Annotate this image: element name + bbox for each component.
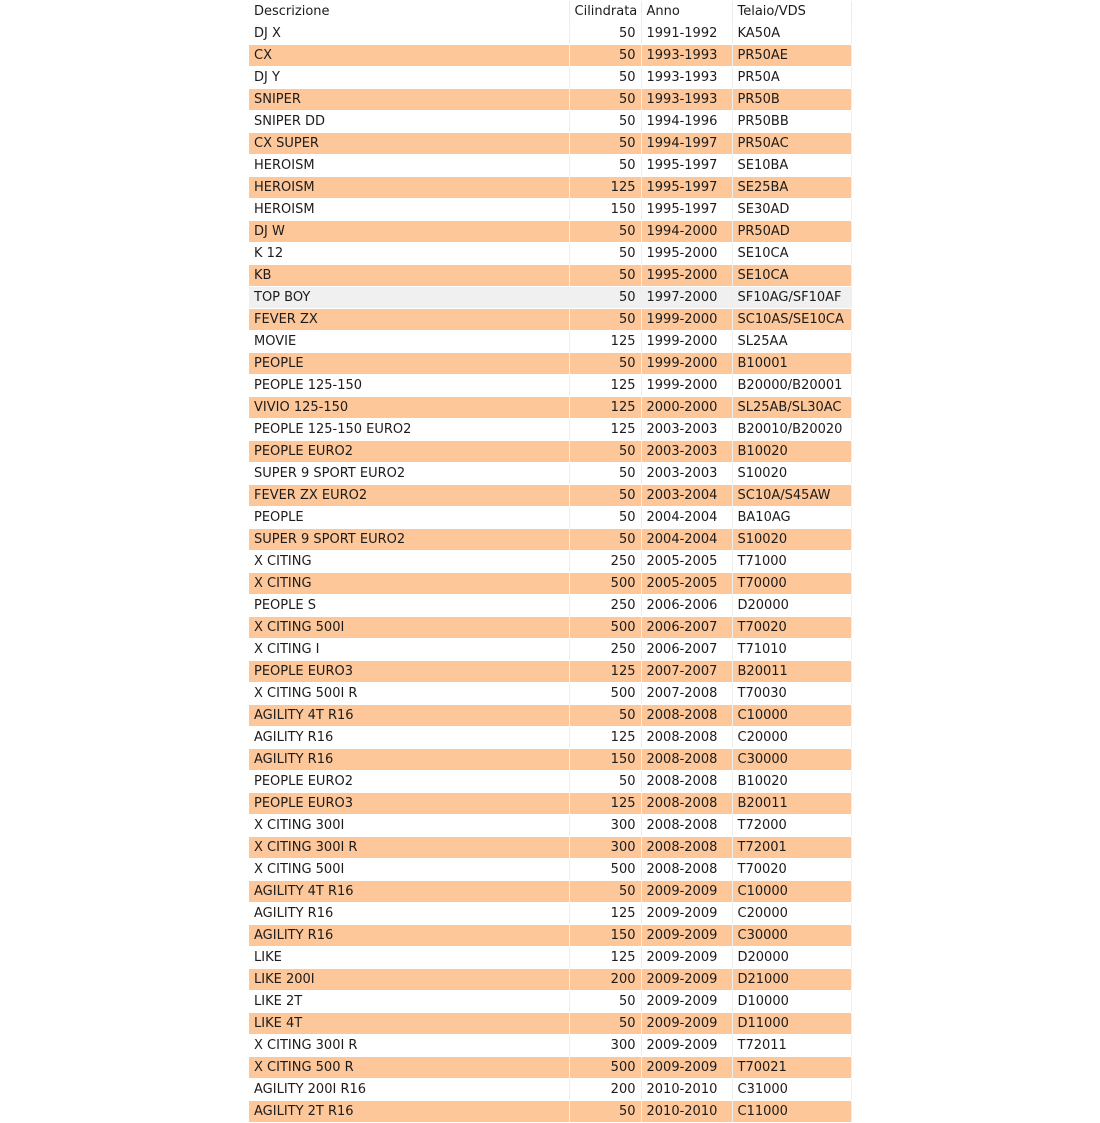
table-row[interactable] bbox=[249, 1078, 851, 1100]
cell-telaio: B20010/B20020 bbox=[732, 418, 851, 440]
table-row[interactable] bbox=[249, 704, 851, 726]
cell-descrizione: HEROISM bbox=[249, 154, 569, 176]
cell-anno: 2008-2008 bbox=[641, 814, 732, 836]
cell-cilindrata: 250 bbox=[569, 550, 641, 572]
cell-descrizione: AGILITY 200I R16 bbox=[249, 1078, 569, 1100]
table-row[interactable] bbox=[249, 154, 851, 176]
cell-descrizione: X CITING I bbox=[249, 638, 569, 660]
table-row[interactable] bbox=[249, 924, 851, 946]
cell-cilindrata: 125 bbox=[569, 902, 641, 924]
cell-telaio: SE25BA bbox=[732, 176, 851, 198]
cell-telaio: D20000 bbox=[732, 946, 851, 968]
cell-telaio: BA10AG bbox=[732, 506, 851, 528]
table-row[interactable] bbox=[249, 858, 851, 880]
cell-anno: 1999-2000 bbox=[641, 374, 732, 396]
cell-telaio: T71000 bbox=[732, 550, 851, 572]
cell-telaio: PR50A bbox=[732, 66, 851, 88]
cell-cilindrata: 500 bbox=[569, 572, 641, 594]
cell-anno: 2010-2010 bbox=[641, 1100, 732, 1122]
cell-telaio: PR50AC bbox=[732, 132, 851, 154]
table-row[interactable] bbox=[249, 968, 851, 990]
cell-anno: 1994-2000 bbox=[641, 220, 732, 242]
cell-telaio: B20000/B20001 bbox=[732, 374, 851, 396]
cell-cilindrata: 50 bbox=[569, 110, 641, 132]
cell-descrizione: LIKE 200I bbox=[249, 968, 569, 990]
cell-telaio: D21000 bbox=[732, 968, 851, 990]
table-row[interactable] bbox=[249, 462, 851, 484]
cell-anno: 2005-2005 bbox=[641, 550, 732, 572]
table-row[interactable] bbox=[249, 88, 851, 110]
table-row[interactable] bbox=[249, 528, 851, 550]
cell-descrizione: SNIPER bbox=[249, 88, 569, 110]
cell-cilindrata: 125 bbox=[569, 330, 641, 352]
cell-anno: 2008-2008 bbox=[641, 836, 732, 858]
table-row[interactable] bbox=[249, 946, 851, 968]
cell-anno: 2009-2009 bbox=[641, 1056, 732, 1078]
cell-telaio: T70000 bbox=[732, 572, 851, 594]
cell-telaio: B10020 bbox=[732, 770, 851, 792]
column-header-telaio[interactable]: Telaio/VDS bbox=[732, 1, 851, 23]
column-header-cilindrata[interactable]: Cilindrata bbox=[569, 1, 641, 23]
table-row[interactable] bbox=[249, 902, 851, 924]
table-row[interactable] bbox=[249, 616, 851, 638]
cell-descrizione: AGILITY 4T R16 bbox=[249, 704, 569, 726]
cell-cilindrata: 125 bbox=[569, 374, 641, 396]
table-row[interactable] bbox=[249, 506, 851, 528]
cell-telaio: SL25AA bbox=[732, 330, 851, 352]
cell-descrizione: PEOPLE EURO3 bbox=[249, 660, 569, 682]
cell-telaio: B20011 bbox=[732, 660, 851, 682]
cell-telaio: PR50AE bbox=[732, 44, 851, 66]
cell-cilindrata: 150 bbox=[569, 198, 641, 220]
table-row[interactable] bbox=[249, 396, 851, 418]
cell-telaio: T70030 bbox=[732, 682, 851, 704]
cell-cilindrata: 125 bbox=[569, 396, 641, 418]
cell-telaio: SE10CA bbox=[732, 264, 851, 286]
cell-telaio: KA50A bbox=[732, 23, 851, 45]
cell-cilindrata: 125 bbox=[569, 660, 641, 682]
cell-telaio: C20000 bbox=[732, 902, 851, 924]
cell-cilindrata: 50 bbox=[569, 880, 641, 902]
cell-descrizione: SNIPER DD bbox=[249, 110, 569, 132]
cell-descrizione: X CITING bbox=[249, 572, 569, 594]
cell-anno: 2008-2008 bbox=[641, 858, 732, 880]
cell-anno: 2006-2006 bbox=[641, 594, 732, 616]
cell-anno: 2008-2008 bbox=[641, 704, 732, 726]
cell-telaio: T70020 bbox=[732, 616, 851, 638]
cell-descrizione: TOP BOY bbox=[249, 286, 569, 308]
cell-telaio: C20000 bbox=[732, 726, 851, 748]
cell-anno: 2009-2009 bbox=[641, 968, 732, 990]
cell-anno: 2009-2009 bbox=[641, 990, 732, 1012]
cell-descrizione: DJ Y bbox=[249, 66, 569, 88]
cell-descrizione: PEOPLE EURO3 bbox=[249, 792, 569, 814]
cell-cilindrata: 250 bbox=[569, 638, 641, 660]
cell-cilindrata: 50 bbox=[569, 23, 641, 45]
table-row[interactable] bbox=[249, 66, 851, 88]
table-row[interactable] bbox=[249, 748, 851, 770]
cell-telaio: SE30AD bbox=[732, 198, 851, 220]
cell-anno: 1995-1997 bbox=[641, 198, 732, 220]
cell-descrizione: PEOPLE 125-150 bbox=[249, 374, 569, 396]
cell-cilindrata: 300 bbox=[569, 1034, 641, 1056]
cell-descrizione: X CITING 500I bbox=[249, 616, 569, 638]
table-row[interactable] bbox=[249, 23, 851, 45]
column-header-anno[interactable]: Anno bbox=[641, 1, 732, 23]
cell-anno: 1994-1996 bbox=[641, 110, 732, 132]
cell-anno: 2009-2009 bbox=[641, 1034, 732, 1056]
table-row[interactable] bbox=[249, 418, 851, 440]
cell-descrizione: X CITING 300I R bbox=[249, 836, 569, 858]
table-row[interactable] bbox=[249, 572, 851, 594]
table-row[interactable] bbox=[249, 660, 851, 682]
cell-cilindrata: 50 bbox=[569, 704, 641, 726]
cell-anno: 1993-1993 bbox=[641, 44, 732, 66]
cell-telaio: D20000 bbox=[732, 594, 851, 616]
cell-telaio: T72011 bbox=[732, 1034, 851, 1056]
cell-cilindrata: 125 bbox=[569, 726, 641, 748]
table-row[interactable] bbox=[249, 594, 851, 616]
column-header-descrizione[interactable]: Descrizione bbox=[249, 1, 569, 23]
cell-descrizione: FEVER ZX EURO2 bbox=[249, 484, 569, 506]
table-row[interactable] bbox=[249, 308, 851, 330]
cell-descrizione: LIKE 4T bbox=[249, 1012, 569, 1034]
table-row[interactable] bbox=[249, 836, 851, 858]
cell-cilindrata: 125 bbox=[569, 176, 641, 198]
cell-descrizione: X CITING 300I bbox=[249, 814, 569, 836]
cell-cilindrata: 50 bbox=[569, 440, 641, 462]
table-body bbox=[249, 23, 851, 1123]
cell-anno: 2009-2009 bbox=[641, 880, 732, 902]
cell-anno: 1995-2000 bbox=[641, 242, 732, 264]
cell-cilindrata: 500 bbox=[569, 682, 641, 704]
cell-cilindrata: 500 bbox=[569, 858, 641, 880]
cell-descrizione: SUPER 9 SPORT EURO2 bbox=[249, 462, 569, 484]
cell-anno: 2003-2003 bbox=[641, 440, 732, 462]
cell-telaio: SF10AG/SF10AF bbox=[732, 286, 851, 308]
table-row[interactable] bbox=[249, 880, 851, 902]
cell-anno: 2004-2004 bbox=[641, 528, 732, 550]
cell-descrizione: KB bbox=[249, 264, 569, 286]
cell-anno: 2009-2009 bbox=[641, 1012, 732, 1034]
cell-cilindrata: 50 bbox=[569, 66, 641, 88]
cell-descrizione: DJ W bbox=[249, 220, 569, 242]
cell-telaio: C31000 bbox=[732, 1078, 851, 1100]
cell-telaio: T70020 bbox=[732, 858, 851, 880]
cell-descrizione: X CITING 300I R bbox=[249, 1034, 569, 1056]
cell-descrizione: MOVIE bbox=[249, 330, 569, 352]
cell-anno: 2009-2009 bbox=[641, 946, 732, 968]
cell-anno: 2006-2007 bbox=[641, 638, 732, 660]
cell-telaio: PR50AD bbox=[732, 220, 851, 242]
cell-cilindrata: 125 bbox=[569, 418, 641, 440]
cell-descrizione: LIKE bbox=[249, 946, 569, 968]
cell-telaio: T70021 bbox=[732, 1056, 851, 1078]
cell-descrizione: CX bbox=[249, 44, 569, 66]
cell-telaio: B10001 bbox=[732, 352, 851, 374]
cell-cilindrata: 50 bbox=[569, 770, 641, 792]
cell-anno: 2008-2008 bbox=[641, 792, 732, 814]
cell-cilindrata: 50 bbox=[569, 132, 641, 154]
cell-telaio: SC10A/S45AW bbox=[732, 484, 851, 506]
cell-anno: 1995-2000 bbox=[641, 264, 732, 286]
cell-telaio: T72001 bbox=[732, 836, 851, 858]
cell-cilindrata: 50 bbox=[569, 1012, 641, 1034]
cell-cilindrata: 50 bbox=[569, 264, 641, 286]
cell-descrizione: PEOPLE S bbox=[249, 594, 569, 616]
table-row[interactable] bbox=[249, 330, 851, 352]
cell-cilindrata: 125 bbox=[569, 946, 641, 968]
cell-anno: 1999-2000 bbox=[641, 308, 732, 330]
table-row[interactable] bbox=[249, 242, 851, 264]
cell-descrizione: PEOPLE 125-150 EURO2 bbox=[249, 418, 569, 440]
table-row[interactable] bbox=[249, 484, 851, 506]
cell-cilindrata: 50 bbox=[569, 506, 641, 528]
cell-cilindrata: 50 bbox=[569, 44, 641, 66]
cell-telaio: B10020 bbox=[732, 440, 851, 462]
cell-anno: 1994-1997 bbox=[641, 132, 732, 154]
cell-telaio: C30000 bbox=[732, 748, 851, 770]
cell-cilindrata: 500 bbox=[569, 616, 641, 638]
table-row[interactable] bbox=[249, 374, 851, 396]
vehicle-table-container bbox=[249, 1, 851, 1123]
cell-anno: 1993-1993 bbox=[641, 88, 732, 110]
table-row[interactable] bbox=[249, 792, 851, 814]
table-row[interactable] bbox=[249, 352, 851, 374]
table-row[interactable] bbox=[249, 990, 851, 1012]
cell-cilindrata: 150 bbox=[569, 924, 641, 946]
cell-anno: 1991-1992 bbox=[641, 23, 732, 45]
cell-descrizione: VIVIO 125-150 bbox=[249, 396, 569, 418]
cell-anno: 2003-2004 bbox=[641, 484, 732, 506]
cell-descrizione: K 12 bbox=[249, 242, 569, 264]
cell-descrizione: AGILITY 4T R16 bbox=[249, 880, 569, 902]
cell-descrizione: AGILITY R16 bbox=[249, 748, 569, 770]
cell-cilindrata: 200 bbox=[569, 1078, 641, 1100]
cell-telaio: D10000 bbox=[732, 990, 851, 1012]
cell-anno: 2008-2008 bbox=[641, 726, 732, 748]
cell-anno: 1993-1993 bbox=[641, 66, 732, 88]
cell-anno: 2008-2008 bbox=[641, 770, 732, 792]
table-row[interactable] bbox=[249, 1012, 851, 1034]
table-row[interactable] bbox=[249, 1100, 851, 1122]
cell-descrizione: FEVER ZX bbox=[249, 308, 569, 330]
cell-cilindrata: 50 bbox=[569, 1100, 641, 1122]
cell-anno: 2009-2009 bbox=[641, 924, 732, 946]
cell-telaio: SE10BA bbox=[732, 154, 851, 176]
cell-anno: 2004-2004 bbox=[641, 506, 732, 528]
cell-descrizione: PEOPLE bbox=[249, 352, 569, 374]
cell-cilindrata: 50 bbox=[569, 528, 641, 550]
cell-cilindrata: 50 bbox=[569, 352, 641, 374]
cell-descrizione: AGILITY R16 bbox=[249, 902, 569, 924]
cell-cilindrata: 250 bbox=[569, 594, 641, 616]
cell-anno: 1995-1997 bbox=[641, 154, 732, 176]
cell-anno: 2007-2008 bbox=[641, 682, 732, 704]
cell-descrizione: AGILITY R16 bbox=[249, 726, 569, 748]
cell-telaio: B20011 bbox=[732, 792, 851, 814]
table-row[interactable] bbox=[249, 814, 851, 836]
cell-anno: 2005-2005 bbox=[641, 572, 732, 594]
cell-descrizione: AGILITY R16 bbox=[249, 924, 569, 946]
cell-descrizione: X CITING 500I bbox=[249, 858, 569, 880]
table-row[interactable] bbox=[249, 638, 851, 660]
cell-telaio: D11000 bbox=[732, 1012, 851, 1034]
cell-cilindrata: 300 bbox=[569, 836, 641, 858]
cell-anno: 2010-2010 bbox=[641, 1078, 732, 1100]
cell-anno: 1999-2000 bbox=[641, 352, 732, 374]
cell-telaio: PR50B bbox=[732, 88, 851, 110]
vehicle-table bbox=[249, 1, 852, 1123]
cell-anno: 2000-2000 bbox=[641, 396, 732, 418]
table-row[interactable] bbox=[249, 770, 851, 792]
table-row[interactable] bbox=[249, 550, 851, 572]
cell-telaio: T72000 bbox=[732, 814, 851, 836]
cell-cilindrata: 50 bbox=[569, 990, 641, 1012]
table-row[interactable] bbox=[249, 1034, 851, 1056]
table-row[interactable] bbox=[249, 264, 851, 286]
cell-descrizione: SUPER 9 SPORT EURO2 bbox=[249, 528, 569, 550]
cell-anno: 2003-2003 bbox=[641, 418, 732, 440]
table-row[interactable] bbox=[249, 132, 851, 154]
cell-descrizione: X CITING 500I R bbox=[249, 682, 569, 704]
cell-cilindrata: 50 bbox=[569, 286, 641, 308]
cell-anno: 1997-2000 bbox=[641, 286, 732, 308]
cell-descrizione: DJ X bbox=[249, 23, 569, 45]
cell-telaio: C10000 bbox=[732, 880, 851, 902]
cell-cilindrata: 50 bbox=[569, 308, 641, 330]
cell-descrizione: CX SUPER bbox=[249, 132, 569, 154]
cell-telaio: SC10AS/SE10CA bbox=[732, 308, 851, 330]
cell-descrizione: HEROISM bbox=[249, 176, 569, 198]
cell-telaio: S10020 bbox=[732, 528, 851, 550]
cell-cilindrata: 500 bbox=[569, 1056, 641, 1078]
cell-cilindrata: 50 bbox=[569, 462, 641, 484]
cell-cilindrata: 200 bbox=[569, 968, 641, 990]
cell-anno: 2007-2007 bbox=[641, 660, 732, 682]
cell-anno: 2006-2007 bbox=[641, 616, 732, 638]
cell-descrizione: X CITING bbox=[249, 550, 569, 572]
cell-cilindrata: 50 bbox=[569, 242, 641, 264]
header-row bbox=[249, 1, 851, 23]
table-row[interactable] bbox=[249, 440, 851, 462]
cell-anno: 2009-2009 bbox=[641, 902, 732, 924]
cell-telaio: PR50BB bbox=[732, 110, 851, 132]
table-row[interactable] bbox=[249, 44, 851, 66]
cell-anno: 2008-2008 bbox=[641, 748, 732, 770]
cell-telaio: SL25AB/SL30AC bbox=[732, 396, 851, 418]
cell-anno: 1999-2000 bbox=[641, 330, 732, 352]
cell-descrizione: LIKE 2T bbox=[249, 990, 569, 1012]
cell-descrizione: PEOPLE bbox=[249, 506, 569, 528]
table-row[interactable] bbox=[249, 198, 851, 220]
cell-anno: 2003-2003 bbox=[641, 462, 732, 484]
cell-descrizione: HEROISM bbox=[249, 198, 569, 220]
cell-cilindrata: 300 bbox=[569, 814, 641, 836]
cell-telaio: T71010 bbox=[732, 638, 851, 660]
table-row[interactable] bbox=[249, 726, 851, 748]
cell-telaio: C10000 bbox=[732, 704, 851, 726]
table-row[interactable] bbox=[249, 110, 851, 132]
table-row[interactable] bbox=[249, 286, 851, 308]
table-row[interactable] bbox=[249, 682, 851, 704]
cell-cilindrata: 50 bbox=[569, 88, 641, 110]
cell-descrizione: PEOPLE EURO2 bbox=[249, 440, 569, 462]
cell-descrizione: PEOPLE EURO2 bbox=[249, 770, 569, 792]
cell-descrizione: AGILITY 2T R16 bbox=[249, 1100, 569, 1122]
cell-cilindrata: 50 bbox=[569, 484, 641, 506]
cell-cilindrata: 50 bbox=[569, 154, 641, 176]
table-row[interactable] bbox=[249, 1056, 851, 1078]
cell-telaio: C11000 bbox=[732, 1100, 851, 1122]
cell-telaio: C30000 bbox=[732, 924, 851, 946]
cell-cilindrata: 125 bbox=[569, 792, 641, 814]
cell-descrizione: X CITING 500 R bbox=[249, 1056, 569, 1078]
cell-telaio: S10020 bbox=[732, 462, 851, 484]
cell-telaio: SE10CA bbox=[732, 242, 851, 264]
cell-cilindrata: 150 bbox=[569, 748, 641, 770]
table-row[interactable] bbox=[249, 220, 851, 242]
cell-cilindrata: 50 bbox=[569, 220, 641, 242]
table-row[interactable] bbox=[249, 176, 851, 198]
cell-anno: 1995-1997 bbox=[641, 176, 732, 198]
